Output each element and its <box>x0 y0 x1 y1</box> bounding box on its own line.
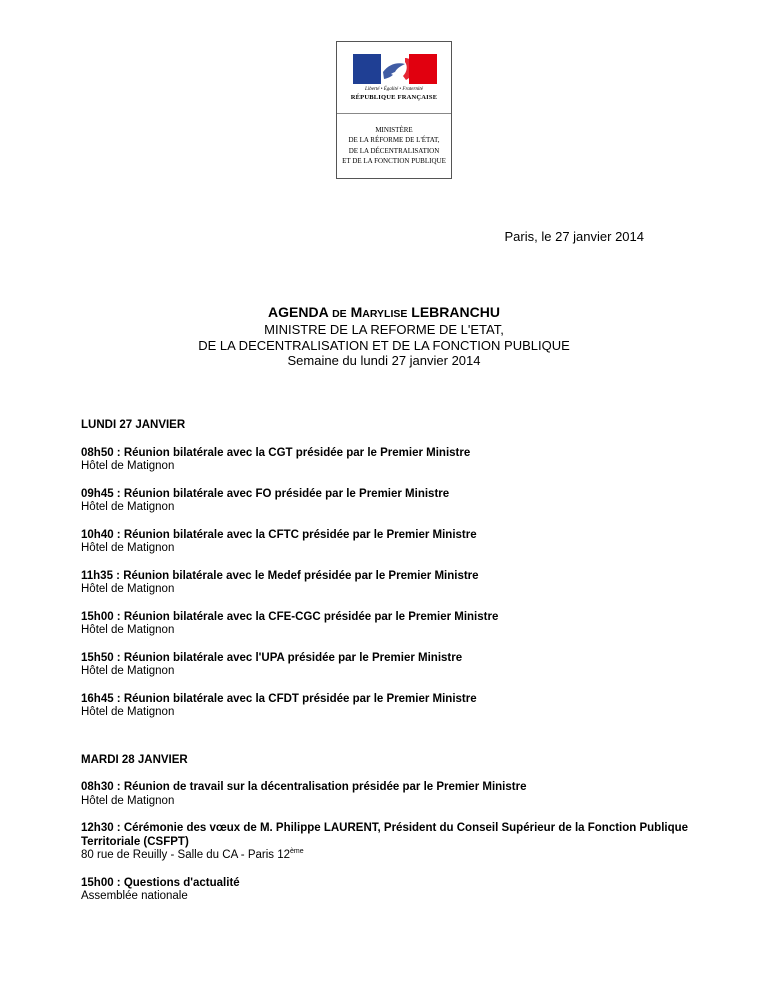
event-title: 09h45 : Réunion bilatérale avec FO présidée par le Premier Ministre <box>81 487 450 500</box>
event-location <box>81 795 721 809</box>
agenda-event <box>81 822 721 863</box>
event-title: 08h50 : Réunion bilatérale avec la CGT présidée par le Premier Ministre <box>81 446 471 459</box>
ministry-line: DE LA RÉFORME DE L'ÉTAT, <box>348 136 440 145</box>
agenda-event <box>81 693 721 720</box>
title-word: M <box>350 304 363 320</box>
event-title: 12h30 : Cérémonie des vœux de M. Philippe LAURENT, Président du Conseil Supérieur de la Fonction Publique Territoriale (CSFPT) <box>81 822 689 848</box>
event-location-text: Hôtel de Matignon <box>81 624 175 636</box>
event-location-text: Assemblée nationale <box>81 890 188 902</box>
agenda-event <box>81 529 721 556</box>
event-location-text: Hôtel de Matignon <box>81 665 175 677</box>
event-location-text: Hôtel de Matignon <box>81 794 175 807</box>
agenda-event <box>81 570 721 597</box>
ministry-line: MINISTÈRE <box>375 126 413 134</box>
event-location <box>81 706 721 720</box>
agenda-day <box>81 754 721 904</box>
ministry-name <box>337 125 451 166</box>
agenda-event <box>81 781 721 808</box>
minister-title: MINISTRE DE LA REFORME DE L'ETAT, <box>264 322 504 337</box>
republic-motto: Liberté • Égalité • Fraternité <box>365 87 423 92</box>
event-location <box>81 624 721 638</box>
agenda-event <box>81 488 721 515</box>
event-location <box>81 501 721 515</box>
event-location <box>81 460 721 474</box>
title-word: ARYLISE <box>362 308 408 320</box>
agenda-header <box>0 304 768 369</box>
ordinal-suffix: ème <box>290 848 304 855</box>
event-title: 15h00 : Questions d'actualité <box>81 876 240 889</box>
ministry-line: DE LA DÉCENTRALISATION <box>348 146 440 155</box>
title-word: LEBRANCHU <box>411 304 500 320</box>
event-location-text: Hôtel de Matignon <box>81 501 175 513</box>
event-title: 15h00 : Réunion bilatérale avec la CFE-CGC présidée par le Premier Ministre <box>81 610 499 623</box>
agenda-event <box>81 611 721 638</box>
title-word: AGENDA <box>268 304 329 320</box>
event-location-text: Hôtel de Matignon <box>81 460 175 472</box>
event-location <box>81 583 721 597</box>
republic-name: RÉPUBLIQUE FRANÇAISE <box>350 94 438 101</box>
marianne-icon <box>353 54 437 84</box>
week-label: Semaine du lundi 27 janvier 2014 <box>287 353 481 368</box>
event-location <box>81 665 721 679</box>
title-word: DE <box>332 308 347 320</box>
event-title: 11h35 : Réunion bilatérale avec le Medef présidée par le Premier Ministre <box>81 569 479 582</box>
ministry-logo <box>336 41 452 179</box>
agenda-event <box>81 652 721 679</box>
event-location <box>81 849 721 863</box>
event-location-text: 80 rue de Reuilly - Salle du CA - Paris 12 <box>81 849 291 861</box>
event-location-text: Hôtel de Matignon <box>81 706 175 718</box>
event-title: 08h30 : Réunion de travail sur la décentralisation présidée par le Premier Ministre <box>81 781 527 793</box>
day-heading: MARDI 28 JANVIER <box>81 753 188 766</box>
event-title: 10h40 : Réunion bilatérale avec la CFTC présidée par le Premier Ministre <box>81 528 477 541</box>
agenda-event <box>81 877 721 904</box>
event-location <box>81 542 721 556</box>
day-heading: LUNDI 27 JANVIER <box>81 419 186 431</box>
logo-divider <box>337 113 451 114</box>
ministry-line: ET DE LA FONCTION PUBLIQUE <box>342 156 446 165</box>
agenda-body <box>81 419 721 918</box>
dateline: Paris, le 27 janvier 2014 <box>504 229 644 244</box>
event-title: 15h50 : Réunion bilatérale avec l'UPA présidée par le Premier Ministre <box>81 651 463 664</box>
event-title: 16h45 : Réunion bilatérale avec la CFDT présidée par le Premier Ministre <box>81 692 477 705</box>
event-location-text: Hôtel de Matignon <box>81 542 175 554</box>
agenda-event <box>81 447 721 474</box>
event-location <box>81 890 721 904</box>
minister-title-cont: DE LA DECENTRALISATION ET DE LA FONCTION PUBLIQUE <box>198 337 570 353</box>
agenda-title <box>0 304 768 322</box>
agenda-day <box>81 419 721 720</box>
event-location-text: Hôtel de Matignon <box>81 583 175 595</box>
